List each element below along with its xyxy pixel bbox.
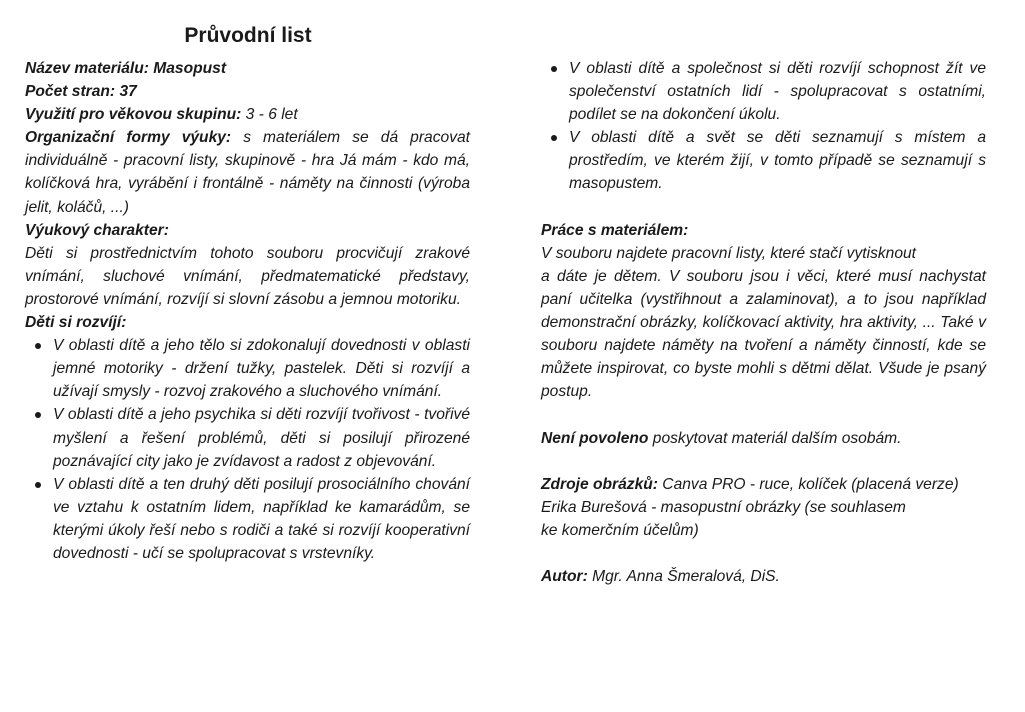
list-item: V oblasti dítě a jeho tělo si zdokonalují dovednosti v oblasti jemné motoriky - držení tužky, pastelek. Děti si rozvíjí a užívají smysly - rozvoj zrakového a sluchového vnímání. — [53, 334, 470, 403]
organization-forms-value: s materiálem se dá pracovat individuálně - pracovní listy, skupinově - hra Já mám - kdo má, kolíčková hra, vyrábění i frontálně - náměty na činnosti (výroba jelit, koláčů, ...) — [25, 129, 470, 216]
age-group-label: Využití pro věkovou skupinu: — [25, 106, 242, 124]
page-count-value: 37 — [115, 83, 137, 101]
organization-forms-label: Organizační formy výuky: — [25, 129, 232, 147]
page-count — [25, 80, 470, 103]
work-text: a dáte je dětem. V souboru jsou i věci, které musí nachystat paní učitelka (vystřihnout a zalaminovat), a to jsou například demonstrační obrázky, kolíčkovací aktivity, hra aktivity, ... Také v souboru najdete náměty na tvoření a náměty činností, kde se můžete inspirovat, co byste mohli s dětmi dělat. Všude je psaný postup. — [541, 267, 986, 401]
image-sources-label: Zdroje obrázků: — [541, 475, 658, 493]
right-column — [541, 57, 986, 588]
character-value: Děti si prostřednictvím tohoto souboru procvičují zrakové vnímání, sluchové vnímání, předmatematické představy, prostorové vnímání, rozvíjí si slovní zásobu a jemnou motoriku. — [25, 244, 470, 308]
image-sources-line-2: Erika Burešová - masopustní obrázky (se souhlasem — [541, 498, 906, 516]
page-title: Průvodní list — [184, 24, 312, 47]
spacer — [541, 403, 986, 426]
age-group-value: 3 - 6 let — [241, 106, 298, 124]
author-label: Autor: — [541, 568, 588, 586]
spacer — [541, 196, 986, 219]
develop-label: Děti si rozvíjí: — [25, 314, 127, 332]
forbidden-value: poskytovat materiál dalším osobám. — [648, 429, 902, 447]
develop-list — [25, 334, 470, 565]
list-item: V oblasti dítě a ten druhý děti posilují prosociálního chování ve vztahu k ostatním lidem, například ke kamarádům, se kterými úkoly řeší nebo s rodiči a také si rozvíjí kooperativní dovednosti - učí se spolupracovat s vrstevníky. — [53, 473, 470, 565]
character-label: Výukový charakter: — [25, 221, 169, 239]
list-item: V oblasti dítě a společnost si děti rozvíjí schopnost žít ve společenství ostatních lidí - spolupracovat s ostatními, podílet se na dokončení úkolu. — [569, 57, 986, 126]
work-label: Práce s materiálem: — [541, 221, 689, 239]
page-count-label: Počet stran: — [25, 83, 116, 101]
organization-forms — [25, 126, 470, 218]
list-item: V oblasti dítě a svět se děti seznamují s místem a prostředím, ve kterém žijí, v tomto případě se seznamují s masopustem. — [569, 126, 986, 195]
forbidden-note — [541, 427, 986, 450]
develop-list-continued — [541, 57, 986, 196]
image-sources — [541, 473, 986, 496]
spacer — [541, 450, 986, 473]
image-sources-value: Canva PRO - ruce, kolíček (placená verze) — [657, 475, 959, 493]
author-value: Mgr. Anna Šmeralová, DiS. — [587, 568, 780, 586]
left-column — [25, 57, 470, 565]
image-sources-line-3: ke komerčním účelům) — [541, 521, 699, 539]
material-name-value: Masopust — [148, 60, 227, 77]
list-item: V oblasti dítě a jeho psychika si děti rozvíjí tvořivost - tvořivé myšlení a řešení problémů, děti si posilují přirozené poznávající city jako je zvídavost a radost z objevování. — [53, 403, 470, 472]
forbidden-label: Není povoleno — [541, 429, 649, 447]
age-group — [25, 103, 470, 126]
material-name-label: Název materiálu: — [25, 60, 149, 77]
author — [541, 565, 986, 588]
spacer — [541, 542, 986, 565]
work-line-1: V souboru najdete pracovní listy, které stačí vytisknout — [541, 244, 917, 262]
material-name — [25, 57, 470, 80]
